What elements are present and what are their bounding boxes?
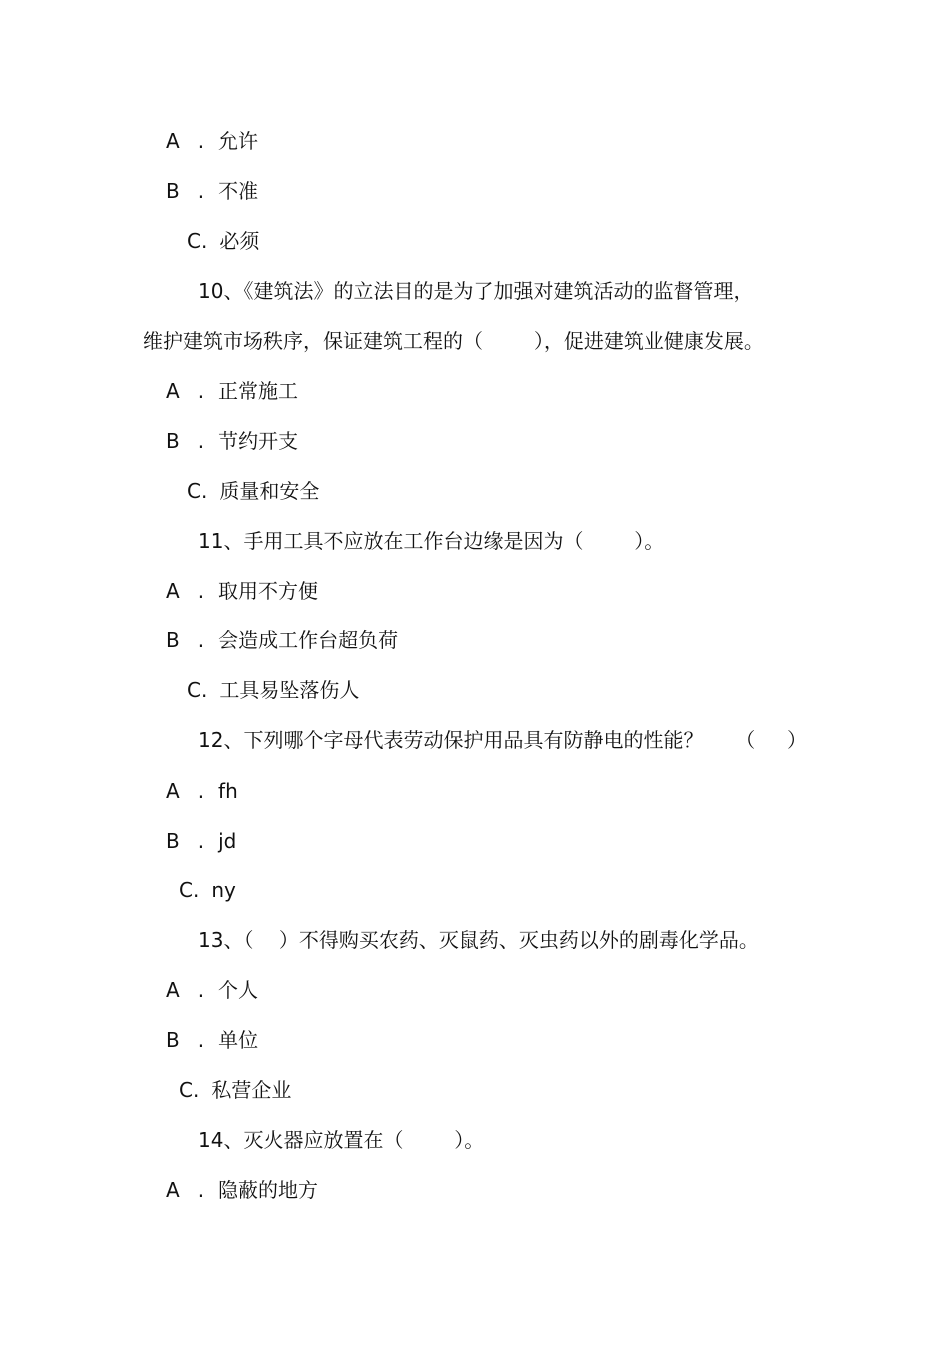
option-a: A . 允许 xyxy=(166,129,259,153)
question-12-stem: 12、下列哪个字母代表劳动保护用品具有防静电的性能？ （ ） xyxy=(198,728,808,752)
question-10-stem-line2: 维护建筑市场秩序，保证建筑工程的（ ），促进建筑业健康发展。 xyxy=(143,329,764,353)
option-c: C. 必须 xyxy=(187,229,260,253)
question-11-stem: 11、手用工具不应放在工作台边缘是因为（ ）。 xyxy=(198,529,665,553)
option-b: B . jd xyxy=(166,829,237,853)
option-c: C. ny xyxy=(179,878,236,902)
option-a: A . 正常施工 xyxy=(166,379,299,403)
question-13-stem: 13、（ ）不得购买农药、灭鼠药、灭虫药以外的剧毒化学品。 xyxy=(198,928,759,952)
option-c: C. 私营企业 xyxy=(179,1078,292,1102)
option-b: B . 单位 xyxy=(166,1028,259,1052)
option-b: B . 节约开支 xyxy=(166,429,299,453)
option-b: B . 会造成工作台超负荷 xyxy=(166,628,399,652)
option-a: A . 个人 xyxy=(166,978,259,1002)
option-c: C. 质量和安全 xyxy=(187,479,320,503)
question-14-stem: 14、灭火器应放置在（ ）。 xyxy=(198,1128,485,1152)
option-c: C. 工具易坠落伤人 xyxy=(187,678,360,702)
option-a: A . fh xyxy=(166,779,238,803)
option-a: A . 隐蔽的地方 xyxy=(166,1178,319,1202)
question-10-stem-line1: 10、《建筑法》的立法目的是为了加强对建筑活动的监督管理， xyxy=(198,279,754,303)
option-a: A . 取用不方便 xyxy=(166,579,319,603)
option-b: B . 不准 xyxy=(166,179,259,203)
